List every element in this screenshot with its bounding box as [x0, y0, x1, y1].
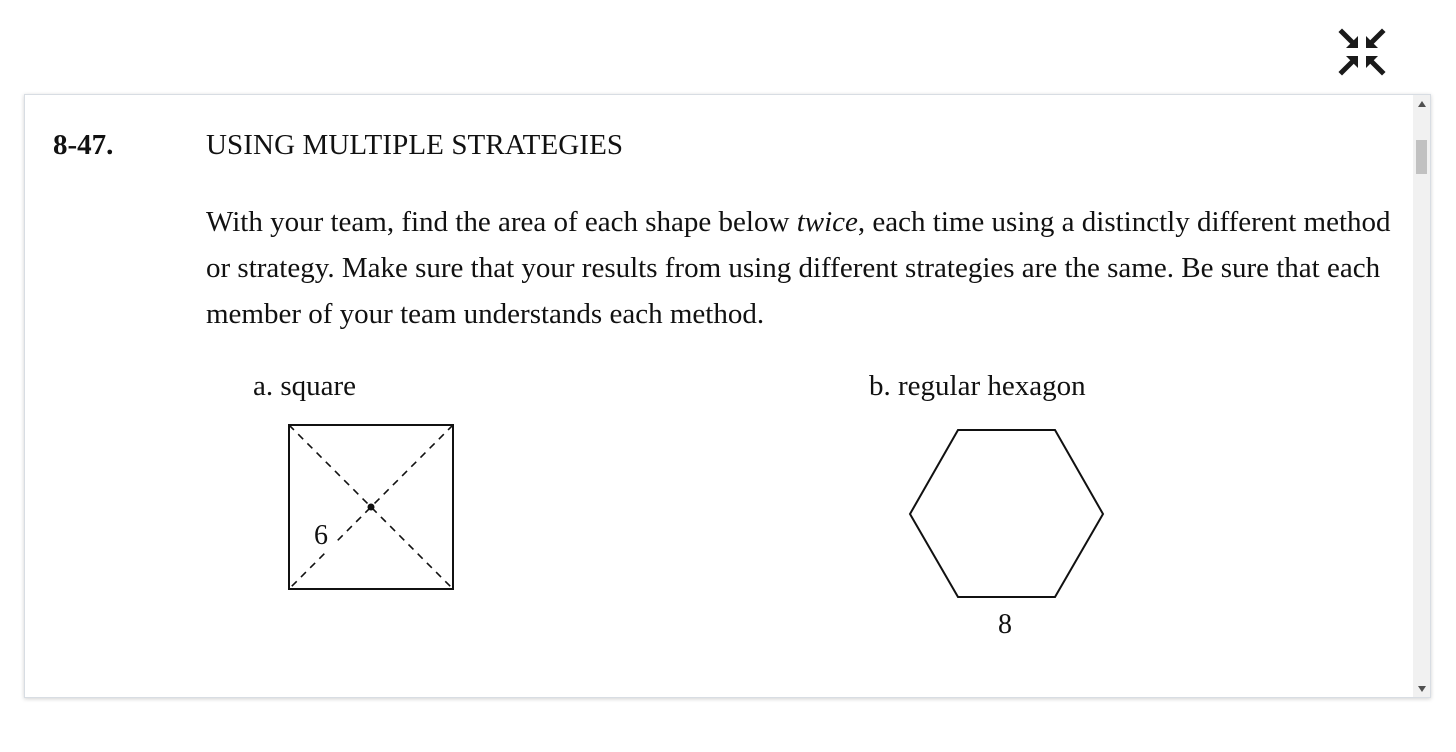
- square-figure: [275, 415, 455, 595]
- hexagon-outline: [910, 430, 1103, 597]
- scroll-up-button[interactable]: [1413, 95, 1430, 112]
- instructions-text-end: , each time using a distinctly different method or strategy. Make sure that your results from using different strategies are the same. Be sure that each member of your team understands each method.: [206, 206, 1391, 330]
- square-measure-label: 6: [314, 520, 328, 551]
- problem-instructions: [206, 199, 1396, 337]
- scroll-down-button[interactable]: [1413, 680, 1430, 697]
- problem-title: USING MULTIPLE STRATEGIES: [206, 129, 624, 161]
- hexagon-label: b. regular hexagon: [869, 370, 1086, 402]
- vertical-scrollbar[interactable]: [1413, 95, 1430, 697]
- collapse-fullscreen-button[interactable]: [1334, 24, 1390, 80]
- problem-number: 8-47.: [53, 129, 114, 161]
- collapse-arrows-icon: [1334, 24, 1390, 80]
- instructions-emphasis: twice: [796, 206, 858, 238]
- square-label: a. square: [253, 370, 357, 402]
- hexagon-figure: [895, 417, 1125, 645]
- hexagon-measure-label: 8: [998, 609, 1012, 640]
- scroll-thumb[interactable]: [1416, 140, 1427, 174]
- scroll-down-arrow-icon: [1418, 686, 1426, 692]
- scroll-up-arrow-icon: [1418, 101, 1426, 107]
- instructions-text-start: With your team, find the area of each shape below: [206, 206, 797, 238]
- problem-panel: [24, 94, 1431, 698]
- square-center-point: [368, 504, 375, 511]
